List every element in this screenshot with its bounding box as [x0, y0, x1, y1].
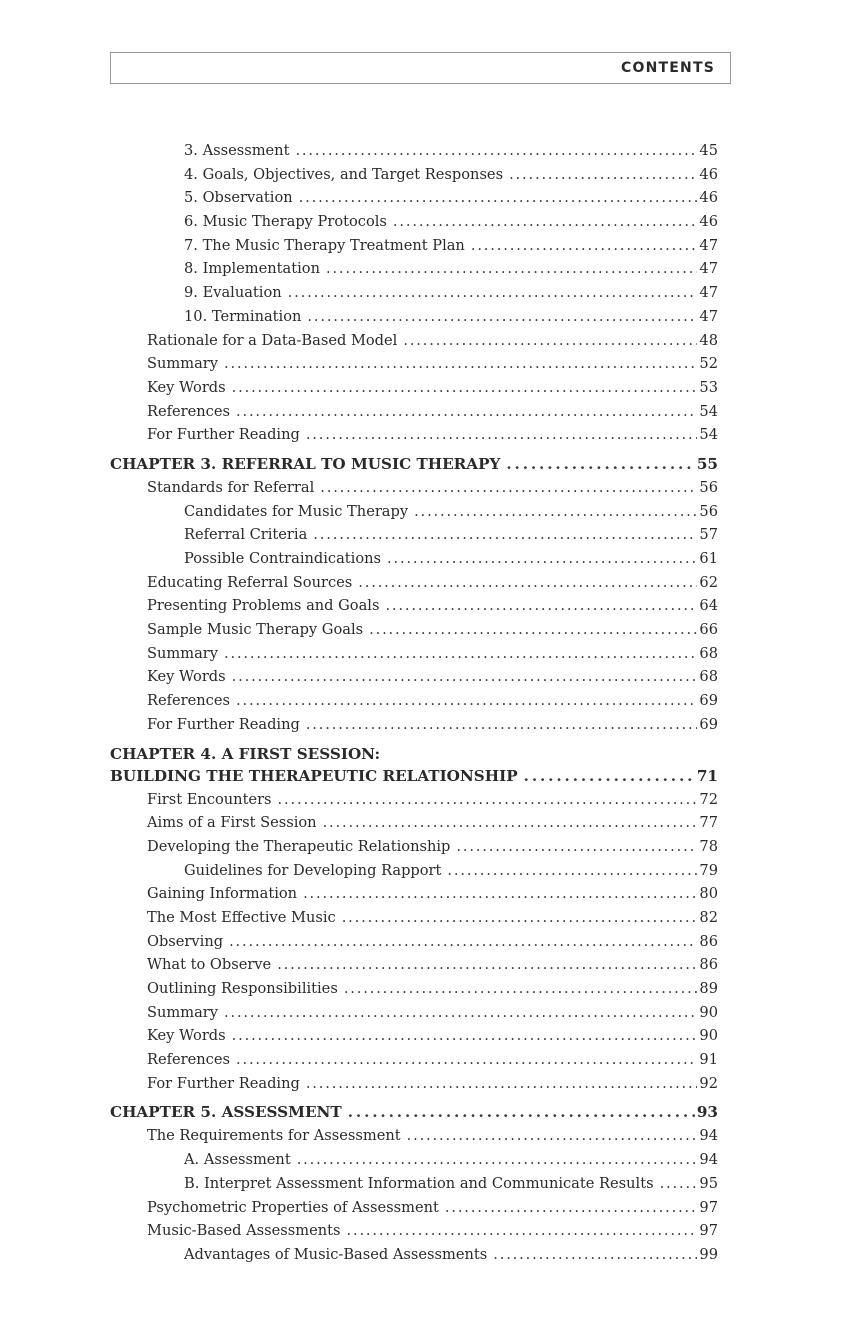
dot-leader: [342, 909, 698, 926]
toc-entry-page-number: 94: [699, 1127, 718, 1145]
toc-entry-page-number: 54: [699, 426, 718, 444]
toc-entry-page-number: 94: [699, 1151, 718, 1169]
toc-entry-page-number: 99: [699, 1245, 718, 1263]
toc-entry-page-number: 61: [699, 550, 718, 567]
dot-leader: [358, 574, 697, 591]
toc-entry-title: 9. Evaluation: [184, 284, 282, 302]
toc-entry: [110, 479, 718, 503]
toc-entry-title: The Most Effective Music: [147, 908, 336, 926]
dot-leader: [295, 142, 697, 159]
toc-entry-title: CHAPTER 5. ASSESSMENT: [110, 1103, 342, 1122]
dot-leader: [471, 237, 698, 254]
toc-entry: [110, 260, 718, 284]
toc-entry-title: 10. Termination: [184, 307, 302, 325]
toc-entry: [110, 621, 718, 645]
toc-entry-title: Candidates for Music Therapy: [184, 502, 409, 520]
toc-entry-title: 4. Goals, Objectives, and Target Responses: [184, 165, 504, 183]
toc-entry: [110, 1175, 718, 1199]
dot-leader: [456, 838, 697, 855]
toc-entry-title: Advantages of Music-Based Assessments: [184, 1245, 488, 1263]
toc-entry: [110, 862, 718, 886]
toc-entry-title: Key Words: [147, 1027, 226, 1045]
toc-entry: [110, 550, 718, 574]
toc-chapter-entry: [110, 455, 718, 479]
toc-entry-page-number: 45: [699, 142, 718, 159]
toc-entry-title: Aims of a First Session: [147, 814, 317, 832]
dot-leader: [232, 668, 698, 685]
toc-entry-title: Rationale for a Data-Based Model: [147, 331, 398, 349]
toc-entry-page-number: 91: [699, 1051, 718, 1069]
toc-entry-title: Guidelines for Developing Rapport: [184, 861, 442, 879]
toc-entry: [110, 166, 718, 190]
toc-entry-page-number: 79: [699, 861, 718, 879]
toc-entry: [110, 355, 718, 379]
toc-entry-page-number: 71: [696, 766, 718, 785]
toc-entry-title: What to Observe: [147, 956, 272, 974]
toc-entry-title: References: [147, 1051, 230, 1069]
toc-entry-page-number: 54: [699, 402, 718, 420]
dot-leader: [224, 645, 697, 662]
toc-entry-page-number: 93: [696, 1103, 718, 1122]
toc-entry-title: CHAPTER 3. REFERRAL TO MUSIC THERAPY: [110, 454, 501, 473]
toc-entry-title: Key Words: [147, 378, 226, 396]
toc-entry: [110, 332, 718, 356]
toc-entry: [110, 1199, 718, 1223]
toc-entry: [110, 1222, 718, 1246]
dot-leader: [224, 355, 697, 372]
toc-entry-page-number: 68: [699, 644, 718, 662]
dot-leader: [407, 1127, 698, 1144]
toc-entry: [110, 597, 718, 621]
dot-leader: [369, 621, 697, 638]
dot-leader: [414, 503, 697, 520]
toc-entry-page-number: 97: [699, 1222, 718, 1240]
toc-entry-title: Psychometric Properties of Assessment: [147, 1198, 439, 1216]
toc-entry-title: Observing: [147, 932, 224, 950]
toc-entry-page-number: 47: [699, 236, 718, 254]
toc-entry-title: Outlining Responsibilities: [147, 980, 338, 997]
dot-leader: [344, 980, 698, 997]
toc-entry-page-number: 52: [699, 355, 718, 373]
toc-entry: [110, 526, 718, 550]
dot-leader: [303, 885, 697, 902]
toc-entry-title: 3. Assessment: [184, 142, 290, 159]
toc-entry: [110, 142, 718, 166]
dot-leader: [393, 213, 698, 230]
toc-entry-title: Standards for Referral: [147, 478, 315, 496]
toc-entry-title: Referral Criteria: [184, 526, 308, 544]
dot-leader: [506, 455, 695, 473]
running-header-label: CONTENTS: [621, 60, 715, 76]
toc-entry-title: Music-Based Assessments: [147, 1222, 341, 1240]
toc-entry: [110, 1151, 718, 1175]
dot-leader: [326, 260, 697, 277]
toc-entry-page-number: 80: [699, 885, 718, 903]
dot-leader: [278, 791, 698, 808]
toc-entry: [110, 838, 718, 862]
toc-entry: [110, 574, 718, 598]
running-header: [110, 52, 731, 84]
dot-leader: [323, 814, 698, 831]
toc-entry: [110, 189, 718, 213]
toc-entry: [110, 213, 718, 237]
toc-entry: [110, 668, 718, 692]
dot-leader: [236, 1051, 697, 1068]
toc-entry-title: Developing the Therapeutic Relationship: [147, 837, 451, 855]
toc-entry: [110, 933, 718, 957]
toc-entry-page-number: 46: [699, 165, 718, 183]
toc-entry-title: 7. The Music Therapy Treatment Plan: [184, 236, 465, 254]
toc-entry: [110, 379, 718, 403]
toc-entry-page-number: 46: [699, 213, 718, 231]
toc-entry-title: References: [147, 402, 230, 420]
dot-leader: [232, 1027, 698, 1044]
toc-entry: [110, 1127, 718, 1151]
toc-chapter-entry: [110, 767, 718, 791]
dot-leader: [660, 1175, 698, 1192]
dot-leader: [347, 1222, 698, 1239]
dot-leader: [297, 1151, 698, 1168]
dot-leader: [445, 1199, 698, 1216]
toc-entry-page-number: 56: [699, 478, 718, 496]
toc-chapter-title-line: [110, 745, 718, 767]
toc-entry-page-number: 53: [699, 378, 718, 396]
toc-entry-title: 6. Music Therapy Protocols: [184, 213, 387, 231]
toc-entry-title: Key Words: [147, 668, 226, 686]
toc-entry-page-number: 86: [699, 956, 718, 974]
toc-entry-title: 8. Implementation: [184, 260, 320, 278]
toc-entry-title: A. Assessment: [184, 1151, 291, 1169]
toc-entry-page-number: 62: [699, 573, 718, 591]
toc-entry-page-number: 72: [699, 790, 718, 808]
toc-entry: [110, 716, 718, 740]
toc-entry-title: For Further Reading: [147, 426, 300, 444]
toc-entry-page-number: 56: [699, 502, 718, 520]
dot-leader: [277, 956, 697, 973]
dot-leader: [387, 550, 697, 567]
toc-entry-title: Summary: [147, 355, 218, 373]
toc-entry: [110, 980, 718, 1004]
dot-leader: [229, 933, 697, 950]
toc-entry-page-number: 90: [699, 1027, 718, 1045]
dot-leader: [524, 767, 695, 785]
toc-entry: [110, 1246, 718, 1270]
toc-entry-title: B. Interpret Assessment Information and Communicate Results: [184, 1174, 654, 1192]
toc-entry-page-number: 69: [699, 692, 718, 710]
dot-leader: [313, 526, 697, 543]
toc-entry-title: Presenting Problems and Goals: [147, 597, 380, 615]
toc-entry-title: First Encounters: [147, 790, 272, 808]
toc-entry-page-number: 64: [699, 597, 718, 615]
toc-entry-page-number: 55: [696, 454, 718, 473]
toc-entry-title: Educating Referral Sources: [147, 573, 353, 591]
toc-entry: [110, 791, 718, 815]
dot-leader: [320, 479, 697, 496]
dot-leader: [385, 597, 697, 614]
toc-entry: [110, 885, 718, 909]
dot-leader: [493, 1246, 697, 1263]
toc-entry-title: The Requirements for Assessment: [147, 1127, 401, 1145]
toc-entry: [110, 237, 718, 261]
toc-entry: [110, 1075, 718, 1099]
table-of-contents: [110, 142, 718, 1270]
dot-leader: [299, 189, 698, 206]
toc-entry: [110, 645, 718, 669]
toc-entry-title: 5. Observation: [184, 189, 293, 207]
dot-leader: [307, 308, 697, 325]
toc-entry: [110, 1027, 718, 1051]
toc-entry-title: Summary: [147, 1003, 218, 1021]
toc-entry: [110, 308, 718, 332]
toc-entry: [110, 1051, 718, 1075]
dot-leader: [306, 426, 698, 443]
toc-entry-title: For Further Reading: [147, 715, 300, 733]
toc-entry-page-number: 86: [699, 932, 718, 950]
toc-entry-page-number: 47: [699, 260, 718, 278]
dot-leader: [236, 692, 697, 709]
toc-chapter-title-line-text: CHAPTER 4. A FIRST SESSION:: [110, 744, 381, 763]
toc-entry-page-number: 47: [699, 307, 718, 325]
dot-leader: [447, 862, 697, 879]
toc-entry-page-number: 46: [699, 189, 718, 207]
toc-entry-page-number: 66: [699, 621, 718, 639]
toc-entry-page-number: 48: [699, 331, 718, 349]
dot-leader: [288, 284, 698, 301]
toc-chapter-entry: [110, 1103, 718, 1127]
toc-entry-title: Summary: [147, 644, 218, 662]
toc-entry-page-number: 57: [699, 526, 718, 544]
dot-leader: [236, 403, 697, 420]
toc-entry: [110, 956, 718, 980]
toc-entry-title: References: [147, 692, 230, 710]
dot-leader: [348, 1103, 695, 1121]
toc-entry: [110, 284, 718, 308]
dot-leader: [403, 332, 697, 349]
toc-entry-page-number: 90: [699, 1003, 718, 1021]
toc-entry-page-number: 68: [699, 668, 718, 686]
dot-leader: [509, 166, 697, 183]
toc-entry: [110, 426, 718, 450]
toc-entry-title: Sample Music Therapy Goals: [147, 621, 364, 639]
toc-entry: [110, 403, 718, 427]
toc-entry-title: BUILDING THE THERAPEUTIC RELATIONSHIP: [110, 766, 518, 785]
toc-entry-page-number: 92: [699, 1074, 718, 1092]
toc-entry-page-number: 95: [699, 1174, 718, 1192]
toc-entry-page-number: 89: [699, 980, 718, 997]
toc-entry-title: Gaining Information: [147, 885, 298, 903]
toc-entry: [110, 503, 718, 527]
toc-entry: [110, 909, 718, 933]
toc-entry-page-number: 82: [699, 908, 718, 926]
toc-entry: [110, 814, 718, 838]
toc-entry-page-number: 77: [699, 814, 718, 832]
dot-leader: [224, 1004, 697, 1021]
toc-entry: [110, 692, 718, 716]
toc-entry: [110, 1004, 718, 1028]
toc-entry-title: For Further Reading: [147, 1074, 300, 1092]
dot-leader: [306, 1075, 698, 1092]
toc-entry-page-number: 47: [699, 284, 718, 302]
toc-entry-page-number: 97: [699, 1198, 718, 1216]
dot-leader: [232, 379, 698, 396]
toc-entry-page-number: 78: [699, 837, 718, 855]
toc-entry-page-number: 69: [699, 715, 718, 733]
toc-entry-title: Possible Contraindications: [184, 550, 381, 567]
dot-leader: [306, 716, 698, 733]
